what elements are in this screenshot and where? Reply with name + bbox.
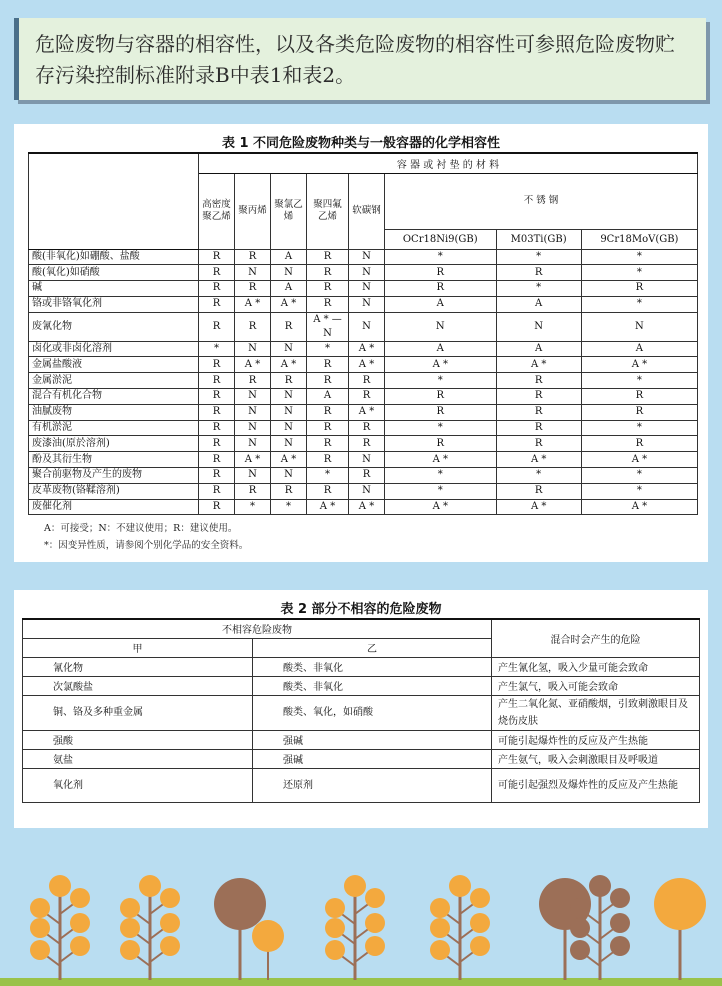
tree-leaf bbox=[430, 918, 450, 938]
table1-note-legend: A：可接受；N：不建议使用；R：建议使用。 bbox=[44, 523, 238, 535]
tree-leaf bbox=[160, 913, 180, 933]
compat-cell: R bbox=[307, 265, 349, 281]
waste-type-cell: 卤化或非卤化溶剂 bbox=[29, 341, 199, 357]
table1-body bbox=[29, 249, 698, 515]
compat-cell: * bbox=[235, 499, 271, 515]
compat-cell: R bbox=[199, 404, 235, 420]
compat-cell: R bbox=[235, 483, 271, 499]
compat-cell: N bbox=[271, 420, 307, 436]
compat-cell: N bbox=[235, 265, 271, 281]
table1-notes bbox=[44, 520, 708, 554]
compat-cell: * bbox=[199, 341, 235, 357]
table1 bbox=[28, 152, 698, 515]
compat-cell: R bbox=[199, 249, 235, 265]
compat-cell: A bbox=[385, 341, 497, 357]
waste-a-cell: 氨盐 bbox=[23, 749, 253, 768]
compat-cell: A * bbox=[235, 452, 271, 468]
waste-a-cell: 氰化物 bbox=[23, 657, 253, 676]
compat-cell: R bbox=[385, 389, 497, 405]
hazard-cell: 产生二氧化氮、亚硝酸烟，引致刺激眼目及烧伤皮肤 bbox=[492, 695, 700, 730]
compat-cell: R bbox=[307, 436, 349, 452]
compat-cell: R bbox=[581, 281, 697, 297]
compat-cell: R bbox=[199, 296, 235, 312]
compat-cell: R bbox=[199, 265, 235, 281]
tree-leaf bbox=[30, 918, 50, 938]
header-banner bbox=[14, 18, 706, 100]
tree-leaf bbox=[430, 898, 450, 918]
tree-leaf bbox=[325, 918, 345, 938]
compat-cell: N bbox=[581, 312, 697, 341]
compat-cell: * bbox=[496, 468, 581, 484]
waste-type-cell: 金属盐酸液 bbox=[29, 357, 199, 373]
compat-cell: A * bbox=[235, 296, 271, 312]
compat-cell: * bbox=[385, 249, 497, 265]
table2-col-a-header: 甲 bbox=[23, 638, 253, 657]
compat-cell: A * bbox=[349, 341, 385, 357]
tree-leaf bbox=[570, 898, 590, 918]
compat-cell: A * bbox=[581, 499, 697, 515]
waste-a-cell: 铜、铬及多种重金属 bbox=[23, 695, 253, 730]
compat-cell: A * —N bbox=[307, 312, 349, 341]
compat-cell: * bbox=[385, 373, 497, 389]
compat-cell: * bbox=[307, 341, 349, 357]
table-row bbox=[29, 404, 698, 420]
compat-cell: * bbox=[385, 468, 497, 484]
material-header: 聚四氟乙烯 bbox=[307, 173, 349, 249]
table1-panel bbox=[14, 124, 708, 562]
compat-cell: N bbox=[235, 404, 271, 420]
stainless-header: 不 锈 钢 bbox=[385, 173, 698, 229]
compat-cell: R bbox=[581, 436, 697, 452]
compat-cell: R bbox=[349, 468, 385, 484]
compat-cell: N bbox=[349, 281, 385, 297]
table1-title: 表 1 不同危险废物种类与一般容器的化学相容性 bbox=[221, 136, 501, 151]
compat-cell: * bbox=[581, 249, 697, 265]
compat-cell: R bbox=[199, 373, 235, 389]
compat-cell: N bbox=[271, 389, 307, 405]
compat-cell: R bbox=[307, 452, 349, 468]
compat-cell: N bbox=[385, 312, 497, 341]
tree-leaf bbox=[365, 913, 385, 933]
table2 bbox=[22, 618, 700, 803]
tree-top bbox=[139, 875, 161, 897]
tree-leaf bbox=[570, 940, 590, 960]
stainless-grade-header: M03Ti(GB) bbox=[496, 229, 581, 249]
compat-cell: A * bbox=[271, 452, 307, 468]
compat-cell: N bbox=[271, 436, 307, 452]
trees-illustration bbox=[0, 862, 722, 986]
compat-cell: * bbox=[496, 249, 581, 265]
compat-cell: * bbox=[581, 483, 697, 499]
compat-cell: R bbox=[496, 483, 581, 499]
compat-cell: A bbox=[496, 341, 581, 357]
compat-cell: R bbox=[307, 249, 349, 265]
compat-cell: R bbox=[199, 452, 235, 468]
table-row bbox=[23, 749, 700, 768]
material-header: 聚氯乙烯 bbox=[271, 173, 307, 249]
compat-cell: * bbox=[385, 483, 497, 499]
compat-cell: R bbox=[385, 404, 497, 420]
compat-cell: A * bbox=[496, 452, 581, 468]
waste-b-cell: 酸类、非氧化 bbox=[253, 657, 492, 676]
tree-leaf bbox=[120, 918, 140, 938]
compat-cell: * bbox=[496, 281, 581, 297]
table-row bbox=[29, 389, 698, 405]
compat-cell: A * bbox=[581, 452, 697, 468]
compat-cell: R bbox=[235, 281, 271, 297]
compat-cell: R bbox=[496, 389, 581, 405]
compat-cell: R bbox=[199, 312, 235, 341]
tree-leaf bbox=[120, 898, 140, 918]
table-row bbox=[23, 730, 700, 749]
ground-strip bbox=[0, 978, 722, 986]
compat-cell: N bbox=[235, 389, 271, 405]
waste-type-cell: 废催化剂 bbox=[29, 499, 199, 515]
hazard-cell: 产生氰化氢，吸入少量可能会致命 bbox=[492, 657, 700, 676]
table2-hazard-header: 混合时会产生的危险 bbox=[492, 619, 700, 657]
compat-cell: A bbox=[581, 341, 697, 357]
table-row bbox=[23, 657, 700, 676]
compat-cell: R bbox=[307, 404, 349, 420]
compat-cell: A bbox=[271, 281, 307, 297]
tree-leaf bbox=[70, 936, 90, 956]
table-row bbox=[29, 420, 698, 436]
tree-leaf bbox=[430, 940, 450, 960]
compat-cell: R bbox=[199, 483, 235, 499]
waste-type-cell: 皮革废物(铬鞣溶剂) bbox=[29, 483, 199, 499]
tree-leaf bbox=[70, 888, 90, 908]
compat-cell: * bbox=[581, 373, 697, 389]
table2-body bbox=[23, 657, 700, 802]
table-row bbox=[29, 265, 698, 281]
compat-cell: A bbox=[385, 296, 497, 312]
waste-a-cell: 强酸 bbox=[23, 730, 253, 749]
compat-cell: A * bbox=[349, 404, 385, 420]
compat-cell: A * bbox=[271, 296, 307, 312]
table2-title: 表 2 部分不相容的危险废物 bbox=[280, 602, 442, 617]
compat-cell: N bbox=[271, 265, 307, 281]
compat-cell: A * bbox=[385, 357, 497, 373]
material-header: 软碳钢 bbox=[349, 173, 385, 249]
table-row bbox=[29, 499, 698, 515]
compat-cell: R bbox=[235, 312, 271, 341]
tree-leaf bbox=[470, 888, 490, 908]
stainless-grade-header: OCr18Ni9(GB) bbox=[385, 229, 497, 249]
table-row bbox=[29, 452, 698, 468]
table1-corner-cell bbox=[29, 153, 199, 249]
compat-cell: R bbox=[199, 468, 235, 484]
table1-material-header: 容 器 或 衬 垫 的 材 料 bbox=[199, 153, 698, 173]
compat-cell: R bbox=[235, 249, 271, 265]
waste-type-cell: 酸(非氧化)如硼酸、盐酸 bbox=[29, 249, 199, 265]
compat-cell: * bbox=[581, 420, 697, 436]
hazard-cell: 产生氨气，吸入会刺激眼目及呼吸道 bbox=[492, 749, 700, 768]
waste-type-cell: 混合有机化合物 bbox=[29, 389, 199, 405]
material-header: 高密度聚乙烯 bbox=[199, 173, 235, 249]
compat-cell: R bbox=[199, 281, 235, 297]
compat-cell: N bbox=[349, 312, 385, 341]
compat-cell: A bbox=[271, 249, 307, 265]
tree-leaf bbox=[160, 888, 180, 908]
compat-cell: R bbox=[199, 420, 235, 436]
table-row bbox=[29, 249, 698, 265]
compat-cell: R bbox=[271, 312, 307, 341]
compat-cell: N bbox=[271, 341, 307, 357]
table-row bbox=[29, 312, 698, 341]
waste-type-cell: 金属淤泥 bbox=[29, 373, 199, 389]
compat-cell: N bbox=[235, 420, 271, 436]
compat-cell: A * bbox=[385, 499, 497, 515]
table-row bbox=[23, 695, 700, 730]
compat-cell: R bbox=[496, 404, 581, 420]
tree-leaf bbox=[30, 940, 50, 960]
tree-crown bbox=[252, 920, 284, 952]
compat-cell: * bbox=[307, 468, 349, 484]
compat-cell: A bbox=[496, 296, 581, 312]
tree-leaf bbox=[610, 888, 630, 908]
compat-cell: A bbox=[307, 389, 349, 405]
compat-cell: R bbox=[349, 373, 385, 389]
hazard-cell: 可能引起爆炸性的反应及产生热能 bbox=[492, 730, 700, 749]
compat-cell: A * bbox=[581, 357, 697, 373]
tree-leaf bbox=[160, 936, 180, 956]
tree-crown bbox=[654, 878, 706, 930]
compat-cell: R bbox=[349, 389, 385, 405]
compat-cell: R bbox=[199, 389, 235, 405]
compat-cell: N bbox=[235, 436, 271, 452]
table-row bbox=[29, 483, 698, 499]
compat-cell: R bbox=[307, 296, 349, 312]
compat-cell: N bbox=[349, 265, 385, 281]
compat-cell: R bbox=[349, 436, 385, 452]
tree-top bbox=[589, 875, 611, 897]
waste-b-cell: 强碱 bbox=[253, 749, 492, 768]
waste-type-cell: 油腻废物 bbox=[29, 404, 199, 420]
material-header: 聚丙烯 bbox=[235, 173, 271, 249]
compat-cell: R bbox=[235, 373, 271, 389]
tree-top bbox=[344, 875, 366, 897]
compat-cell: * bbox=[581, 468, 697, 484]
compat-cell: R bbox=[271, 483, 307, 499]
compat-cell: N bbox=[496, 312, 581, 341]
table-row bbox=[29, 341, 698, 357]
compat-cell: R bbox=[307, 420, 349, 436]
waste-type-cell: 有机淤泥 bbox=[29, 420, 199, 436]
compat-cell: R bbox=[385, 265, 497, 281]
hazard-cell: 可能引起强烈及爆炸性的反应及产生热能 bbox=[492, 768, 700, 802]
waste-type-cell: 酸(氧化)如硝酸 bbox=[29, 265, 199, 281]
compat-cell: N bbox=[235, 341, 271, 357]
compat-cell: R bbox=[496, 373, 581, 389]
waste-a-cell: 氧化剂 bbox=[23, 768, 253, 802]
stainless-grade-header: 9Cr18MoV(GB) bbox=[581, 229, 697, 249]
tree-leaf bbox=[30, 898, 50, 918]
compat-cell: R bbox=[199, 436, 235, 452]
compat-cell: N bbox=[349, 249, 385, 265]
compat-cell: R bbox=[307, 483, 349, 499]
waste-b-cell: 还原剂 bbox=[253, 768, 492, 802]
compat-cell: R bbox=[307, 357, 349, 373]
compat-cell: * bbox=[581, 296, 697, 312]
compat-cell: R bbox=[581, 389, 697, 405]
waste-b-cell: 强碱 bbox=[253, 730, 492, 749]
table2-panel bbox=[14, 590, 708, 828]
table2-group-header: 不相容危险废物 bbox=[23, 619, 492, 638]
compat-cell: R bbox=[496, 265, 581, 281]
tree-top bbox=[449, 875, 471, 897]
compat-cell: N bbox=[349, 483, 385, 499]
compat-cell: * bbox=[581, 265, 697, 281]
compat-cell: A * bbox=[385, 452, 497, 468]
compat-cell: R bbox=[385, 436, 497, 452]
waste-a-cell: 次氯酸盐 bbox=[23, 676, 253, 695]
tree-leaf bbox=[365, 888, 385, 908]
compat-cell: * bbox=[385, 420, 497, 436]
compat-cell: R bbox=[199, 499, 235, 515]
tree-top bbox=[49, 875, 71, 897]
tree-leaf bbox=[570, 918, 590, 938]
compat-cell: R bbox=[199, 357, 235, 373]
tree-leaf bbox=[470, 913, 490, 933]
tree-leaf bbox=[365, 936, 385, 956]
compat-cell: N bbox=[271, 468, 307, 484]
compat-cell: N bbox=[235, 468, 271, 484]
compat-cell: R bbox=[581, 404, 697, 420]
compat-cell: R bbox=[349, 420, 385, 436]
tree-crown bbox=[214, 878, 266, 930]
waste-type-cell: 酚及其衍生物 bbox=[29, 452, 199, 468]
compat-cell: A * bbox=[307, 499, 349, 515]
table-row bbox=[29, 296, 698, 312]
compat-cell: R bbox=[307, 281, 349, 297]
waste-type-cell: 碱 bbox=[29, 281, 199, 297]
compat-cell: A * bbox=[496, 499, 581, 515]
tree-leaf bbox=[610, 913, 630, 933]
compat-cell: N bbox=[349, 296, 385, 312]
compat-cell: N bbox=[349, 452, 385, 468]
waste-type-cell: 聚合前驱物及产生的废物 bbox=[29, 468, 199, 484]
table-row bbox=[29, 373, 698, 389]
table-row bbox=[29, 468, 698, 484]
compat-cell: A * bbox=[349, 357, 385, 373]
table-row bbox=[29, 281, 698, 297]
table1-note-star: *：因变异性质，请参阅个别化学品的安全资料。 bbox=[44, 540, 249, 552]
tree-leaf bbox=[610, 936, 630, 956]
waste-type-cell: 铬或非铬氧化剂 bbox=[29, 296, 199, 312]
compat-cell: A * bbox=[235, 357, 271, 373]
compat-cell: R bbox=[496, 436, 581, 452]
compat-cell: A * bbox=[349, 499, 385, 515]
table2-col-b-header: 乙 bbox=[253, 638, 492, 657]
tree-leaf bbox=[120, 940, 140, 960]
compat-cell: * bbox=[271, 499, 307, 515]
waste-type-cell: 废漆油(原於溶剂) bbox=[29, 436, 199, 452]
waste-b-cell: 酸类、非氧化 bbox=[253, 676, 492, 695]
compat-cell: R bbox=[496, 420, 581, 436]
tree-leaf bbox=[325, 898, 345, 918]
compat-cell: R bbox=[385, 281, 497, 297]
table-row bbox=[23, 676, 700, 695]
tree-leaf bbox=[70, 913, 90, 933]
hazard-cell: 产生氯气，吸入可能会致命 bbox=[492, 676, 700, 695]
compat-cell: A * bbox=[496, 357, 581, 373]
compat-cell: R bbox=[271, 373, 307, 389]
compat-cell: N bbox=[271, 404, 307, 420]
compat-cell: A * bbox=[271, 357, 307, 373]
compat-cell: R bbox=[307, 373, 349, 389]
tree-leaf bbox=[325, 940, 345, 960]
table-row bbox=[29, 436, 698, 452]
tree-leaf bbox=[470, 936, 490, 956]
table-row bbox=[23, 768, 700, 802]
waste-type-cell: 废氰化物 bbox=[29, 312, 199, 341]
table-row bbox=[29, 357, 698, 373]
waste-b-cell: 酸类、氧化，如硝酸 bbox=[253, 695, 492, 730]
header-text: 危险废物与容器的相容性，以及各类危险废物的相容性可参照危险废物贮存污染控制标准附录B中表1和表2。 bbox=[35, 32, 675, 87]
